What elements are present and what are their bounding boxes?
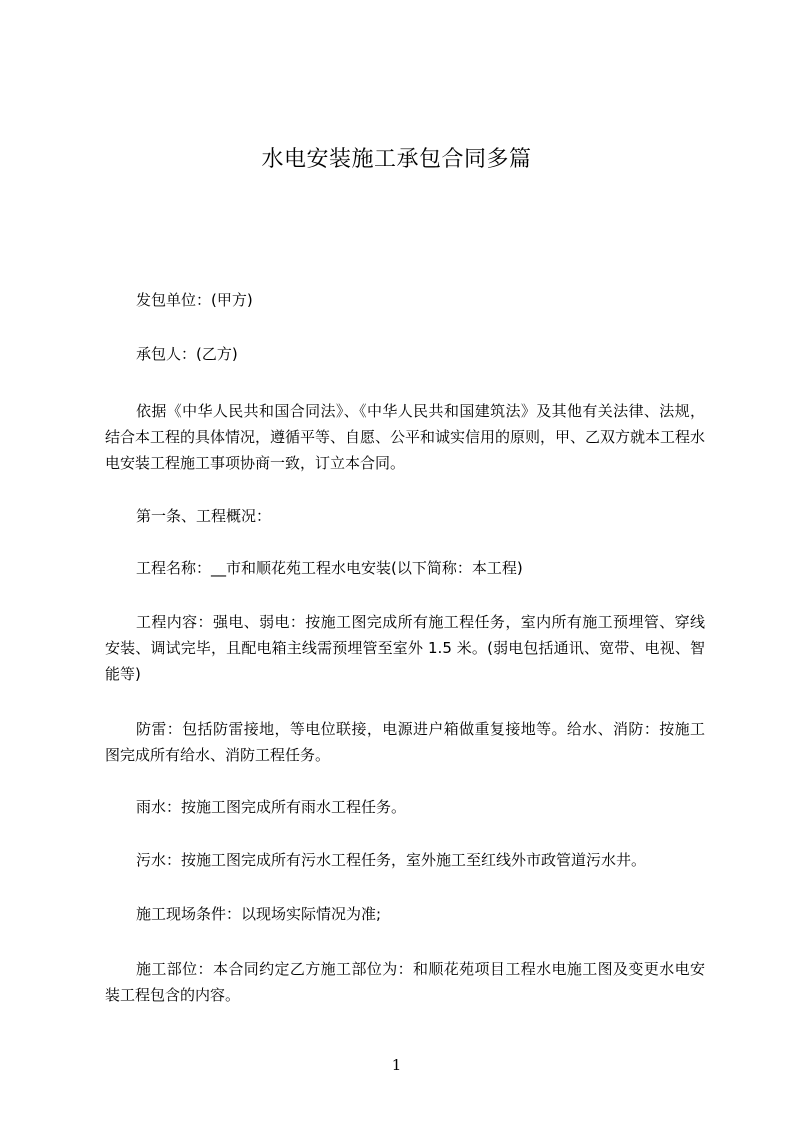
paragraph-contractor: 承包人：(乙方) [136, 345, 238, 363]
paragraph-legal-basis: 依据《中华人民共和国合同法》、《中华人民共和国建筑法》及其他有关法律、法规，结合本工程的具体情况，遵循平等、自愿、公平和诚实信用的原则，甲、乙双方就本工程水电安装工程施工事项协商一致，订立本合同。 [105, 402, 706, 472]
paragraph-project-content: 工程内容：强电、弱电：按施工图完成所有施工程任务，室内所有施工预埋管、穿线安装、调试完毕，且配电箱主线需预埋管至室外 1.5 米。(弱电包括通讯、宽带、电视、智能等) [105, 613, 705, 683]
page-number: 1 [391, 1056, 402, 1074]
paragraph-sewage: 污水：按施工图完成所有污水工程任务，室外施工至红线外市政管道污水井。 [136, 851, 647, 869]
paragraph-article-one: 第一条、工程概况： [136, 507, 272, 525]
paragraph-rainwater: 雨水：按施工图完成所有雨水工程任务。 [136, 798, 407, 816]
paragraph-employer: 发包单位：(甲方) [136, 291, 253, 309]
document-title: 水电安装施工承包合同多篇 [261, 147, 532, 172]
paragraph-lightning: 防雷：包括防雷接地，等电位联接，电源进户箱做重复接地等。给水、消防：按施工图完成所有给水、消防工程任务。 [105, 720, 705, 764]
paragraph-construction-scope: 施工部位：本合同约定乙方施工部位为：和顺花苑项目工程水电施工图及变更水电安装工程包含的内容。 [105, 960, 705, 1004]
paragraph-project-name: 工程名称：__市和顺花苑工程水电安装(以下简称：本工程) [136, 559, 523, 577]
paragraph-site-conditions: 施工现场条件：以现场实际情况为准; [136, 905, 382, 923]
